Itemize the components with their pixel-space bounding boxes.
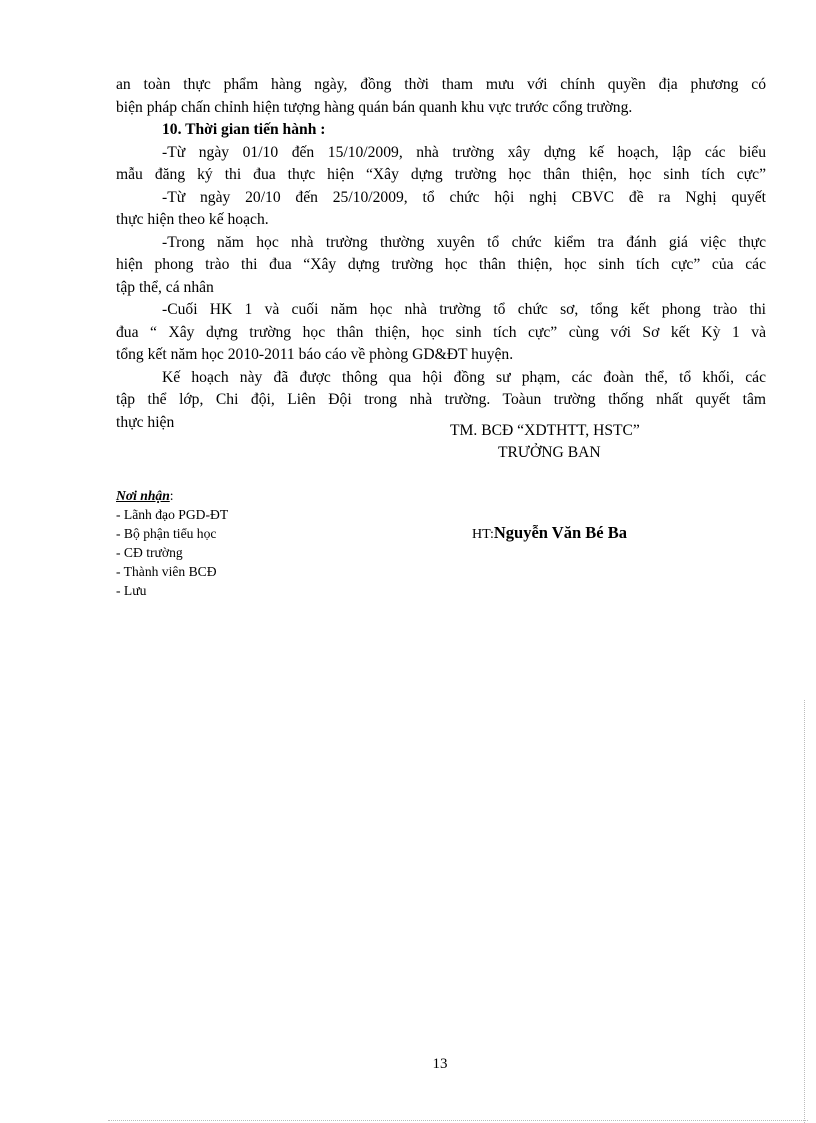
recipient-item: - CĐ trường [116, 545, 183, 560]
paragraph-line: -Cuối HK 1 và cuối năm học nhà trường tổ chức sơ, tổng kết phong trào thi [162, 301, 766, 318]
signer-name: Nguyễn Văn Bé Ba [493, 523, 627, 542]
paragraph-line: tổng kết năm học 2010-2011 báo cáo về phòng GD&ĐT huyện. [116, 346, 514, 363]
recipient-item: - Bộ phận tiểu học [116, 526, 217, 541]
paragraph-line: tập thể, cá nhân [116, 278, 214, 296]
page-number: 13 [432, 1056, 448, 1072]
paragraph-line: Kế hoạch này đã được thông qua hội đồng sư phạm, các đoàn thể, tổ khối, các [162, 368, 766, 386]
signature-prefix: HT: [472, 527, 494, 542]
section-heading: 10. Thời gian tiến hành : [162, 121, 326, 138]
paragraph-line: -Từ ngày 01/10 đến 15/10/2009, nhà trường xây dựng kế hoạch, lập các biểu [162, 143, 766, 161]
recipients-colon: : [169, 488, 174, 503]
recipients-list [116, 486, 228, 600]
paragraph-line: tập thể lớp, Chi đội, Liên Đội trong nhà trường. Toàun trường thống nhất quyết tâm [116, 391, 766, 408]
body-text [116, 74, 766, 434]
recipient-item: - Lưu [116, 583, 147, 598]
paragraph-line: an toàn thực phẩm hàng ngày, đồng thời tham mưu với chính quyền địa phương có [116, 76, 766, 93]
recipients-heading [116, 486, 228, 505]
paragraph-line: thực hiện [116, 413, 175, 431]
paragraph-line: thực hiện theo kế hoạch. [116, 211, 269, 228]
paragraph-line: -Từ ngày 20/10 đến 25/10/2009, tổ chức hội nghị CBVC đề ra Nghị quyết [162, 188, 766, 206]
recipient-item: - Thành viên BCĐ [116, 564, 217, 579]
paragraph-line: mẫu đăng ký thi đua thực hiện “Xây dựng trường học thân thiện, học sinh tích cực” [116, 166, 766, 183]
paragraph-line: biện pháp chấn chỉnh hiện tượng hàng quán bán quanh khu vực trước cổng trường. [116, 98, 633, 116]
paragraph-line: hiện phong trào thi đua “Xây dựng trường học thân thiện, học sinh tích cực” của các [116, 256, 766, 273]
signature-position: TRƯỞNG BAN [498, 444, 601, 461]
page-bottom-border [108, 1120, 808, 1121]
paragraph-line: -Trong năm học nhà trường thường xuyên tổ chức kiểm tra đánh giá việc thực [162, 233, 766, 251]
page-right-border [804, 700, 805, 1123]
recipient-item: - Lãnh đạo PGD-ĐT [116, 507, 229, 522]
signature-org: TM. BCĐ “XDTHTT, HSTC” [450, 422, 640, 439]
signature-block [472, 522, 627, 546]
recipients-title: Nơi nhận [116, 488, 170, 503]
paragraph-line: đua “ Xây dựng trường học thân thiện, học sinh tích cực” cùng với Sơ kết Kỳ 1 và [116, 323, 766, 341]
